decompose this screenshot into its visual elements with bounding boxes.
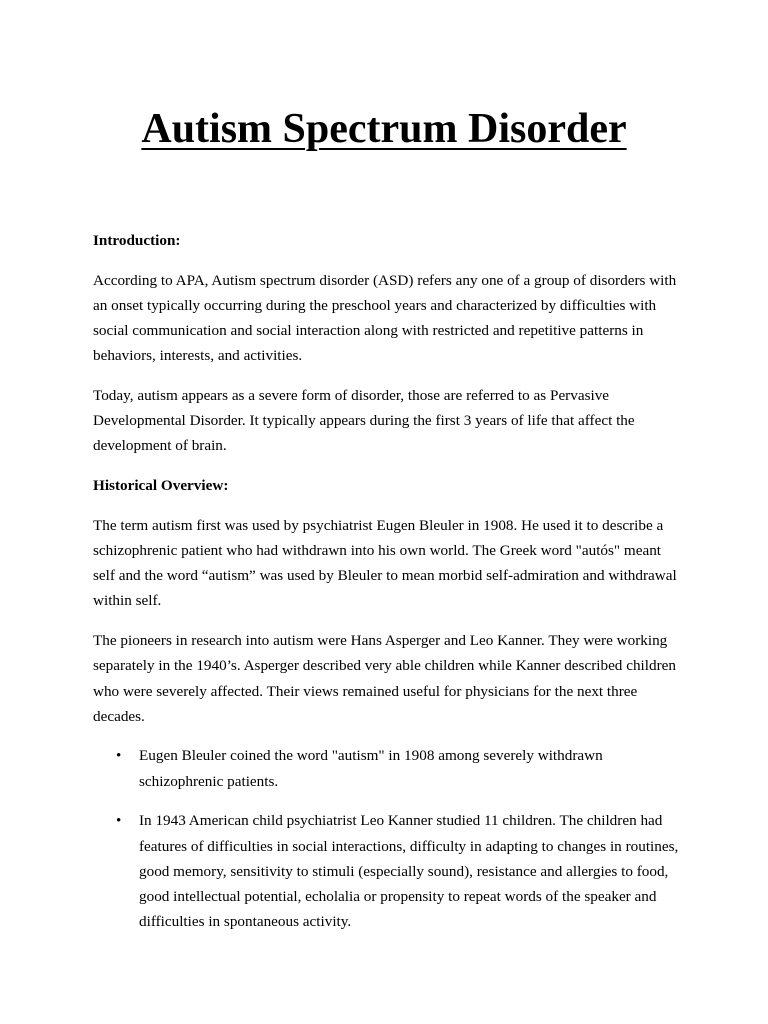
- introduction-paragraph: According to APA, Autism spectrum disorder (ASD) refers any one of a group of disorders with an onset typically occurring during the preschool years and characterized by difficulties with social communication and social interaction along with restricted and repetitive patterns in behaviors, interests, and activities.: [93, 271, 677, 365]
- historical-paragraph: The pioneers in research into autism were Hans Asperger and Leo Kanner. They were working separately in the 1940’s. Asperger described very able children while Kanner described children who were severely affected. Their views remained useful for physicians for the next three decades.: [93, 632, 676, 725]
- bullet-icon: •: [116, 747, 122, 765]
- list-item-text: In 1943 American child psychiatrist Leo Kanner studied 11 children. The children had features of difficulties in social interactions, difficulty in adapting to changes in routines, good memory, sensitivity to stimuli (especially sound), resistance and allergies to food, good intellectual potential, echolalia or propensity to repeat words of the speaker and difficulties in spontaneous activity.: [139, 812, 679, 931]
- historical-paragraph: The term autism first was used by psychiatrist Eugen Bleuler in 1908. He used it to describe a schizophrenic patient who had withdrawn into his own world. The Greek word "autós" meant self and the word “autism” was used by Bleuler to mean morbid self-admiration and withdrawal within self.: [93, 516, 677, 610]
- list-item-text: Eugen Bleuler coined the word "autism" in 1908 among severely withdrawn schizophrenic patients.: [139, 747, 603, 790]
- list-item: [93, 743, 683, 793]
- document-body: [93, 228, 683, 949]
- introduction-paragraph: Today, autism appears as a severe form of disorder, those are referred to as Pervasive Developmental Disorder. It typically appears during the first 3 years of life that affect the development of brain.: [93, 387, 635, 455]
- bullet-icon: •: [116, 812, 122, 830]
- document-title: Autism Spectrum Disorder: [141, 106, 627, 152]
- list-item: [93, 808, 683, 934]
- introduction-heading: Introduction:: [93, 232, 181, 249]
- historical-overview-heading: Historical Overview:: [93, 477, 229, 495]
- history-bullet-list: [93, 743, 683, 934]
